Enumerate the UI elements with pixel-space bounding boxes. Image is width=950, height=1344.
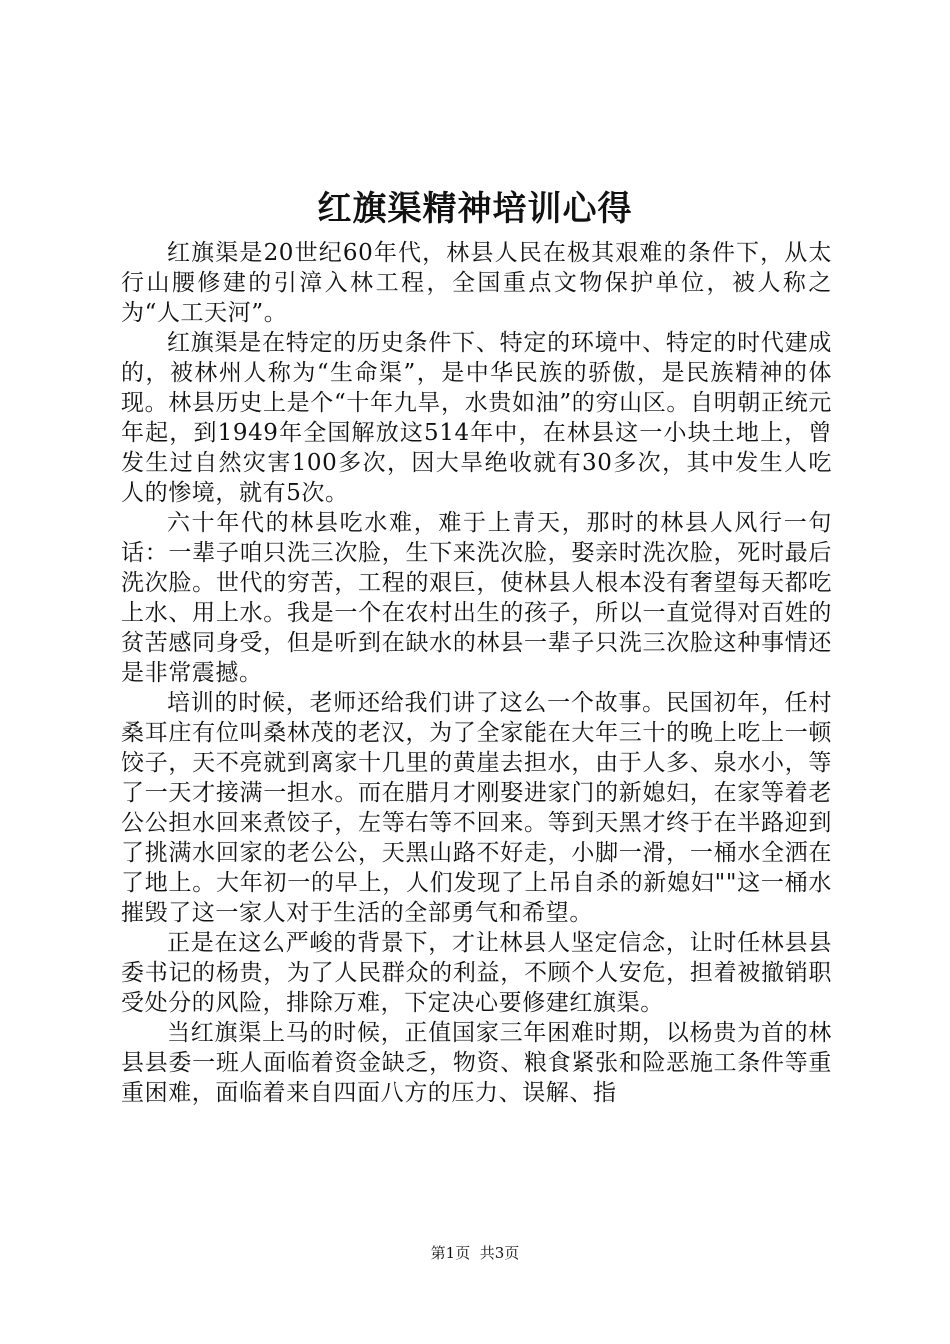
page-number: 第1页 [430, 1244, 471, 1262]
document-body [121, 238, 832, 1108]
paragraph-6: 当红旗渠上马的时候，正值国家三年困难时期，以杨贵为首的林县县委一班人面临着资金缺乏，物资、粮食紧张和险恶施工条件等重重困难，面临着来自四面八方的压力、误解、指 [121, 1020, 832, 1106]
page-total: 共3页 [479, 1244, 520, 1262]
document-title: 红旗渠精神培训心得 [317, 189, 633, 229]
paragraph-2: 红旗渠是在特定的历史条件下、特定的环境中、特定的时代建成的，被林州人称为“生命渠”，是中华民族的骄傲，是民族精神的体现。林县历史上是个“十年九旱，水贵如油”的穷山区。自明朝正统元年起，到1949年全国解放这514年中，在林县这一小块土地上，曾发生过自然灾害100多次，因大旱绝收就有30多次，其中发生人吃人的惨境，就有5次。 [121, 330, 832, 506]
paragraph-1: 红旗渠是20世纪60年代，林县人民在极其艰难的条件下，从太行山腰修建的引漳入林工程，全国重点文物保护单位，被人称之为“人工天河”。 [121, 240, 832, 326]
paragraph-4: 培训的时候，老师还给我们讲了这么一个故事。民国初年，任村桑耳庄有位叫桑林茂的老汉，为了全家能在大年三十的晚上吃上一顿饺子，天不亮就到离家十几里的黄崖去担水，由于人多、泉水小，等了一天才接满一担水。而在腊月才刚娶进家门的新媳妇，在家等着老公公担水回来煮饺子，左等右等不回来。等到天黑才终于在半路迎到了挑满水回家的老公公，天黑山路不好走，小脚一滑，一桶水全洒在了地上。大年初一的早上，人们发现了上吊自杀的新媳妇""这一桶水摧毁了这一家人对于生活的全部勇气和希望。 [121, 690, 832, 926]
page-footer [0, 1243, 950, 1263]
footer-separator [470, 1244, 480, 1262]
paragraph-5: 正是在这么严峻的背景下，才让林县人坚定信念，让时任林县县委书记的杨贵，为了人民群众的利益，不顾个人安危，担着被撤销职受处分的风险，排除万难，下定决心要修建红旗渠。 [121, 930, 832, 1016]
paragraph-3: 六十年代的林县吃水难，难于上青天，那时的林县人风行一句话：一辈子咱只洗三次脸，生下来洗次脸，娶亲时洗次脸，死时最后洗次脸。世代的穷苦，工程的艰巨，使林县人根本没有奢望每天都吃上水、用上水。我是一个在农村出生的孩子，所以一直觉得对百姓的贫苦感同身受，但是听到在缺水的林县一辈子只洗三次脸这种事情还是非常震撼。 [121, 510, 832, 686]
